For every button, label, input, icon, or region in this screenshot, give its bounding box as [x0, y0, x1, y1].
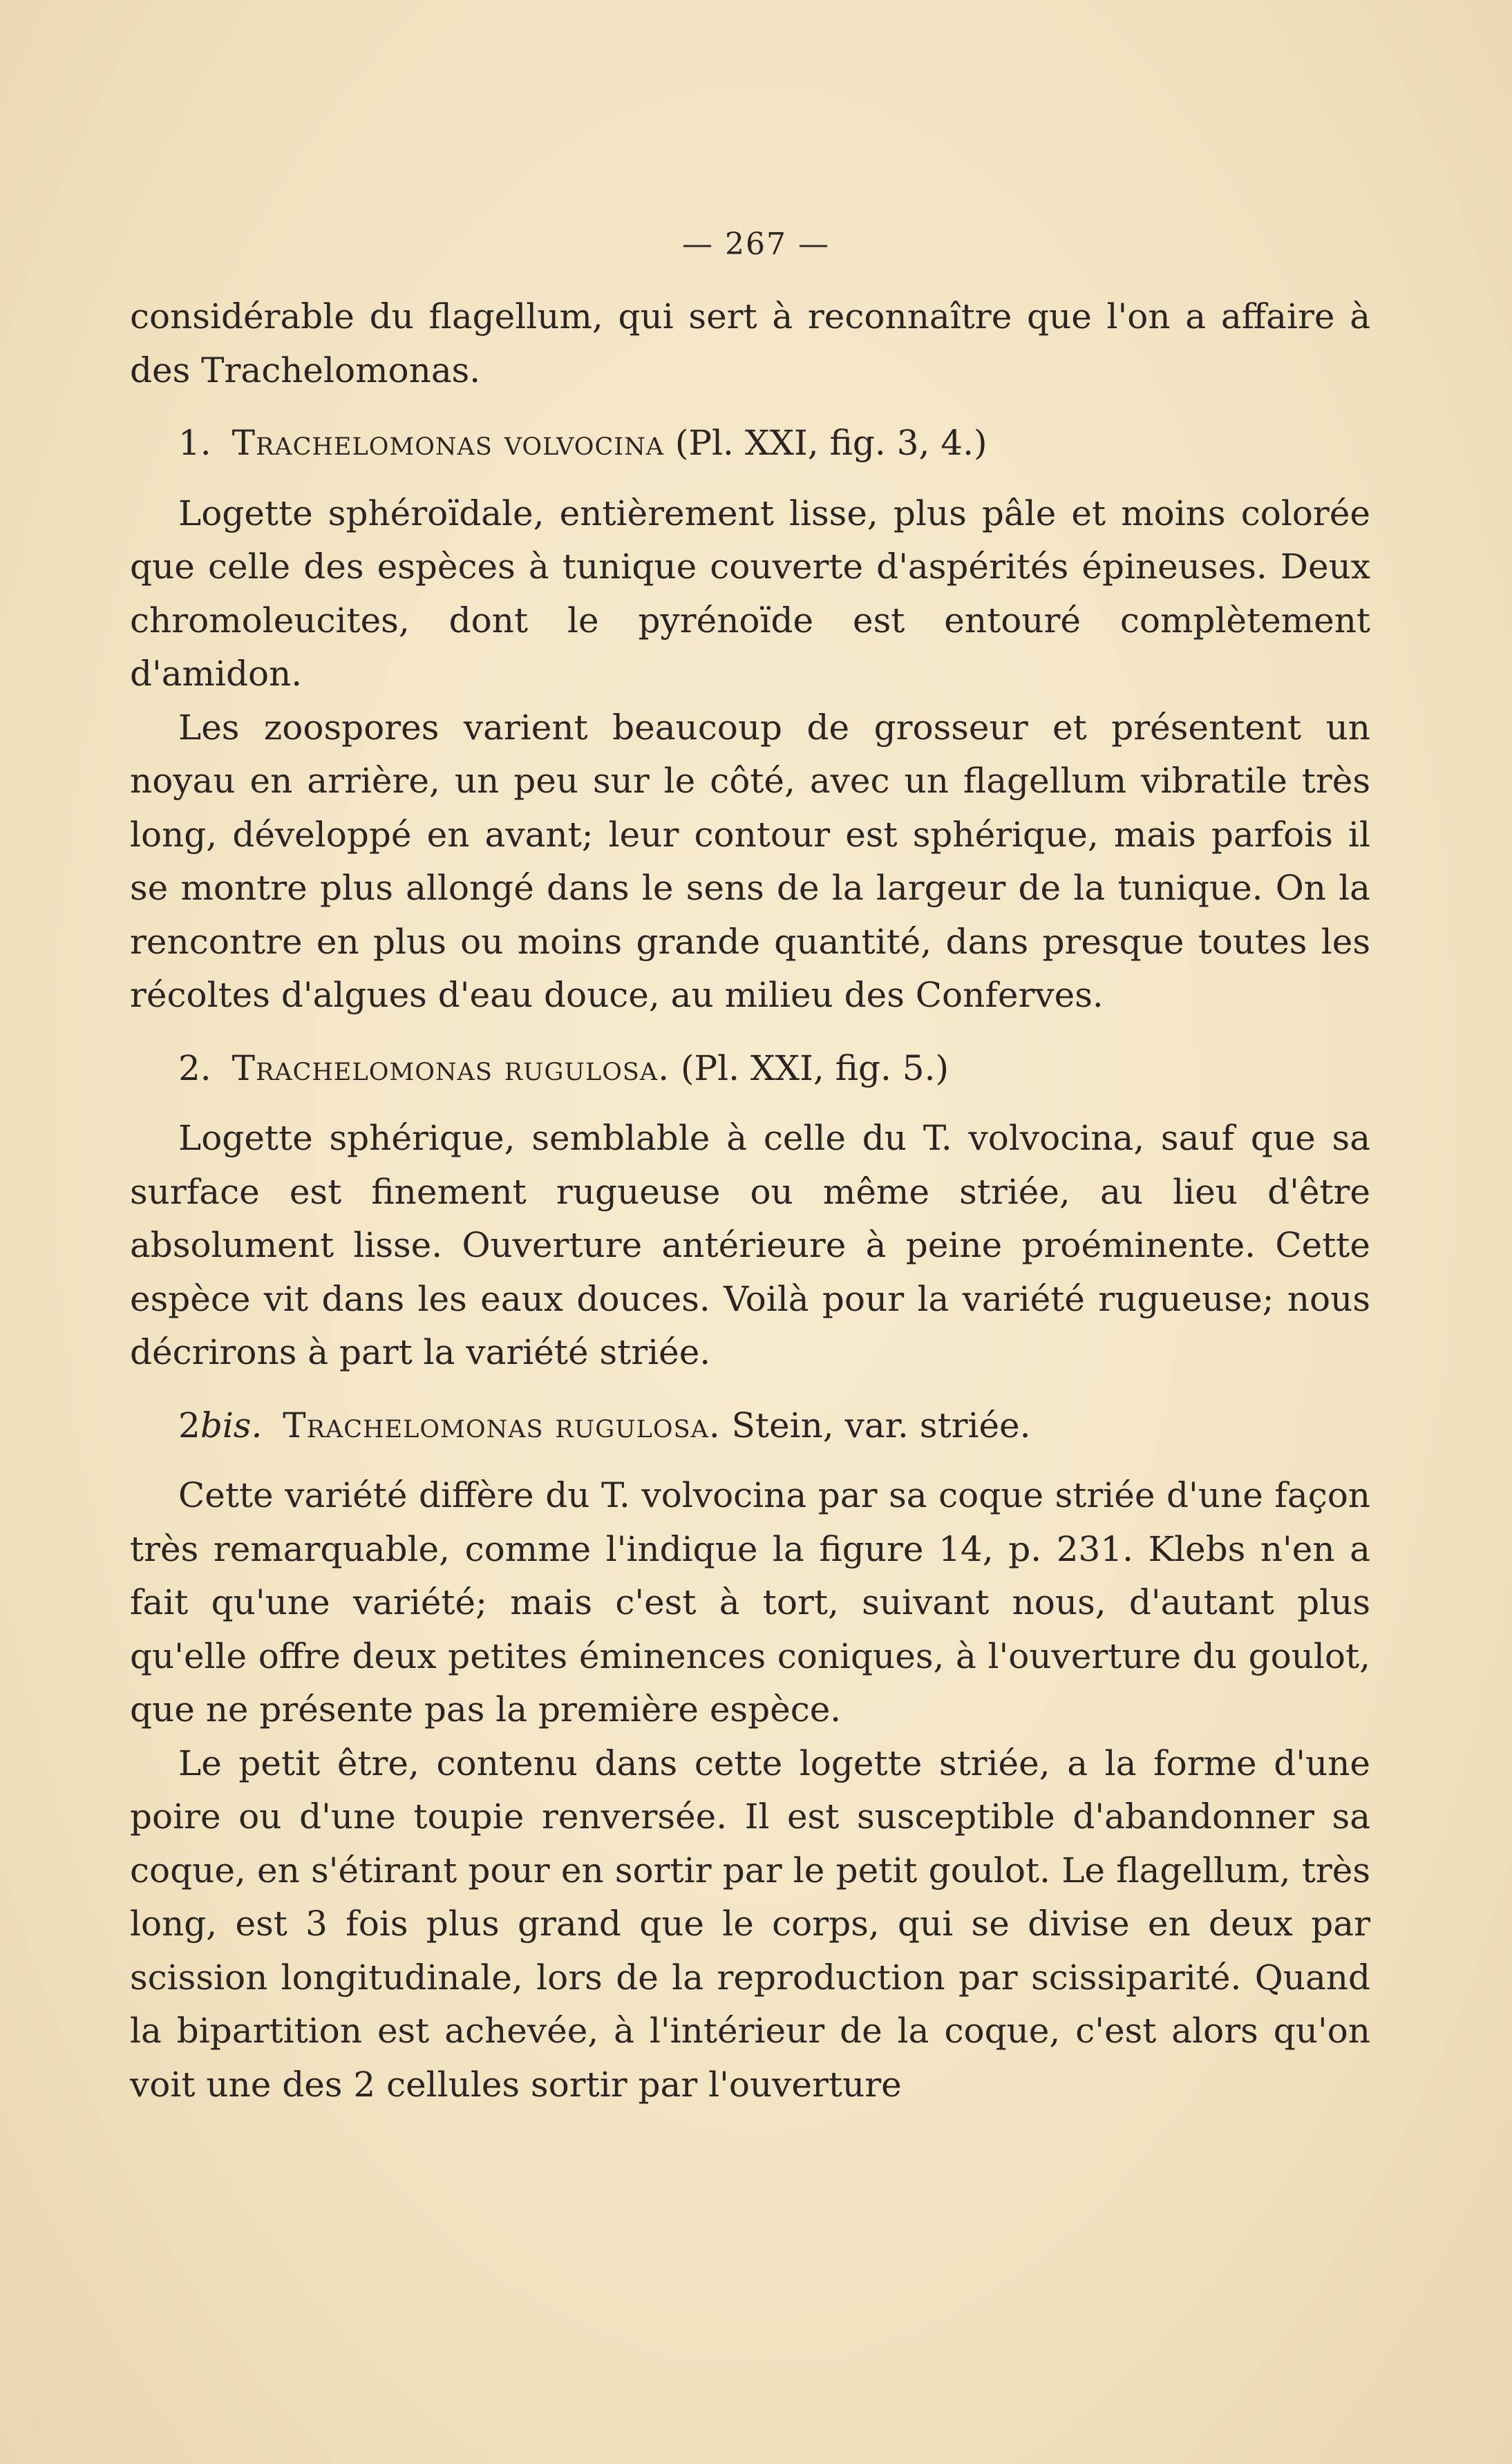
paragraph: Cette variété diffère du T. volvocina par sa coque striée d'une façon très remarquable, comme l'indique la figure 14, p. 231. Klebs n'en a fait qu'une variété; mais c'est à tort, suivant nous, d'autant plus qu'elle offre deux petites éminences coniques, à l'ouverture du goulot, que ne présente pas la première espèce.: [130, 1475, 1370, 1729]
species-name: Trachelomonas rugulosa.: [283, 1405, 721, 1446]
author-variety: Stein, var. striée.: [731, 1405, 1031, 1446]
paragraph: Le petit être, contenu dans cette logette striée, a la forme d'une poire ou d'une toupie renversée. Il est susceptible d'abandonner sa coque, en s'étirant pour en sortir par le petit goulot. Le flagellum, très long, est 3 fois plus grand que le corps, qui se divise en deux par scission longitudinale, lors de la reproduction par scissiparité. Quand la bipartition est achevée, à l'intérieur de la coque, c'est alors qu'on voit une des 2 cellules sortir par l'ouverture: [130, 1743, 1370, 2105]
species-number: 2.: [178, 1048, 211, 1088]
species-heading-2: [130, 1042, 1370, 1096]
species-heading-1: [130, 417, 1370, 471]
page-number: — 267 —: [682, 227, 830, 262]
body-text: [130, 290, 1370, 2112]
paragraph: Logette sphérique, semblable à celle du T. volvocina, sauf que sa surface est finement rugueuse ou même striée, au lieu d'être absolument lisse. Ouverture antérieure à peine proéminente. Cette espèce vit dans les eaux douces. Voilà pour la variété rugueuse; nous décrirons à part la variété striée.: [130, 1118, 1370, 1372]
species-number-suffix: bis.: [200, 1405, 263, 1446]
species-name: Trachelomonas volvocina: [231, 423, 664, 463]
paragraph: Logette sphéroïdale, entièrement lisse, plus pâle et moins colorée que celle des espèces à tunique couverte d'aspérités épineuses. Deux chromoleucites, dont le pyrénoïde est entouré complètement d'amidon.: [130, 493, 1370, 694]
paragraph-continuation: considérable du flagellum, qui sert à reconnaître que l'on a affaire à des Trachelomonas.: [130, 296, 1370, 390]
species-heading-2bis: [130, 1399, 1370, 1453]
species-name: Trachelomonas rugulosa.: [231, 1048, 670, 1088]
species-number: 1.: [178, 423, 211, 463]
paragraph: Les zoospores varient beaucoup de grosseur et présentent un noyau en arrière, un peu sur le côté, avec un flagellum vibratile très long, développé en avant; leur contour est sphérique, mais parfois il se montre plus allongé dans le sens de la largeur de la tunique. On la rencontre en plus ou moins grande quantité, dans presque toutes les récoltes d'algues d'eau douce, au milieu des Conferves.: [130, 707, 1370, 1015]
plate-reference: (Pl. XXI, fig. 5.): [681, 1048, 949, 1088]
species-number: 2: [178, 1405, 200, 1446]
plate-reference: (Pl. XXI, fig. 3, 4.): [674, 423, 987, 463]
